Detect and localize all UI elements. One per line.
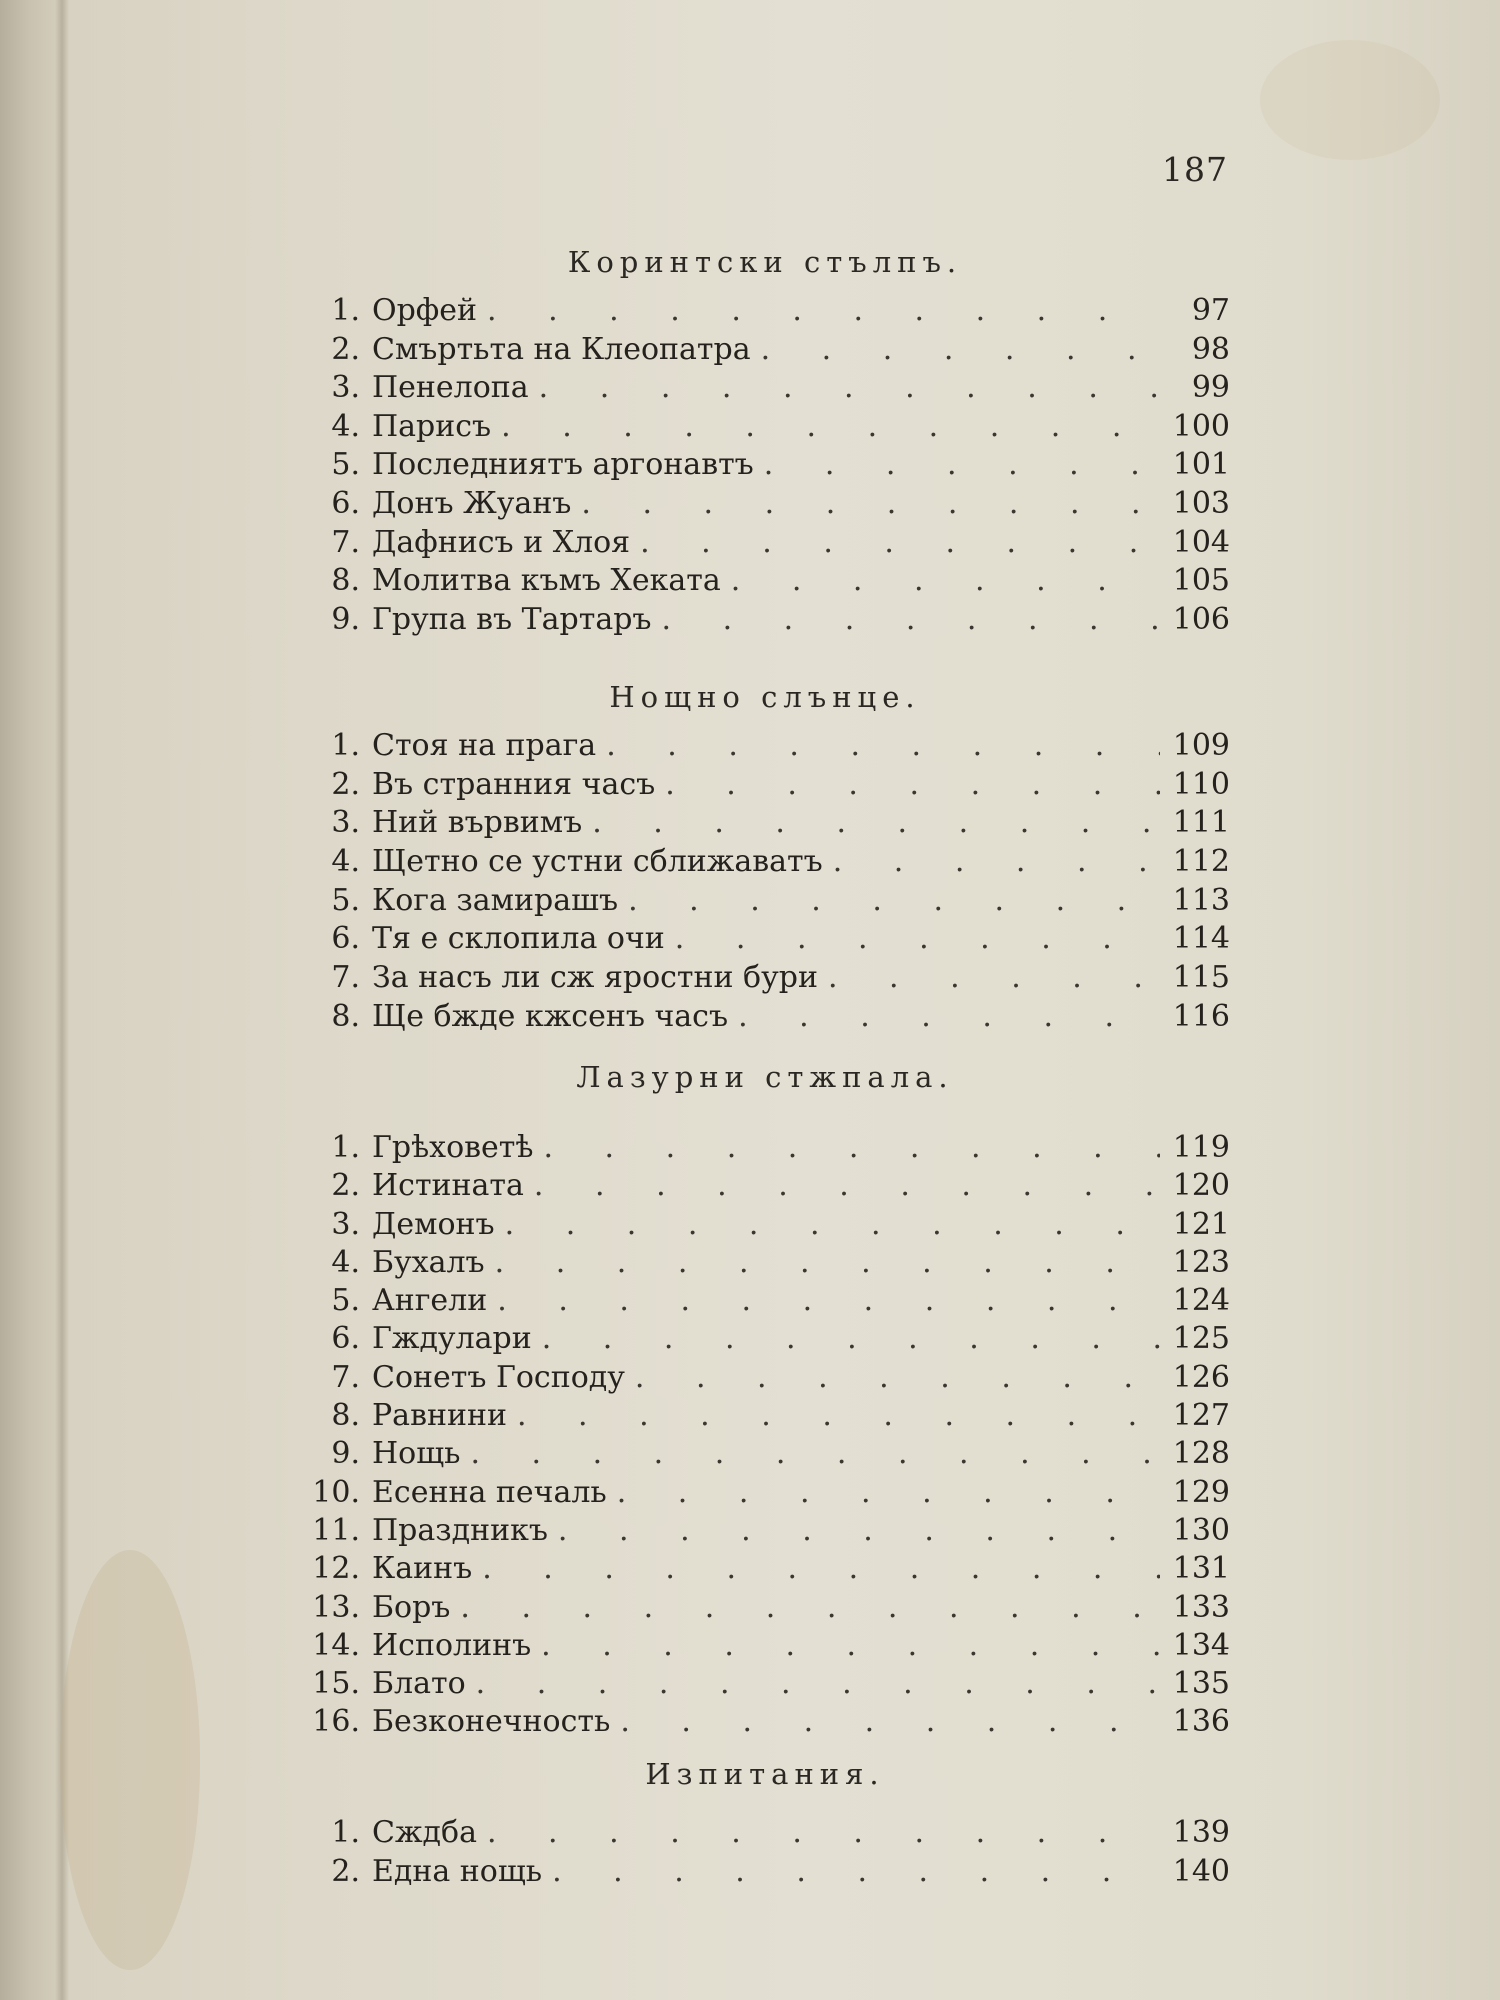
toc-entry-page: 111 bbox=[1172, 805, 1230, 841]
toc-entry-number: 7. bbox=[331, 1359, 360, 1395]
toc-entry-page: 97 bbox=[1191, 293, 1230, 328]
section-title: Лазурни стжпала. bbox=[576, 1060, 954, 1094]
toc-entries bbox=[300, 292, 1230, 639]
dot-leader bbox=[592, 804, 1160, 842]
toc-entry-title: Ангели bbox=[372, 1283, 488, 1319]
toc-entry-title: Тя е склопила очи bbox=[372, 921, 665, 957]
toc-entry bbox=[300, 920, 1230, 959]
toc-entry-title: Стоя на прага bbox=[372, 728, 597, 763]
toc-entry bbox=[300, 524, 1230, 563]
toc-entry-page: 134 bbox=[1172, 1627, 1230, 1663]
toc-entry-page: 139 bbox=[1172, 1815, 1230, 1850]
toc-entry-title: Сонетъ Господу bbox=[372, 1359, 625, 1395]
toc-entry bbox=[300, 843, 1230, 882]
toc-entry-title: Истината bbox=[372, 1168, 524, 1204]
toc-entry-page: 105 bbox=[1172, 563, 1230, 599]
toc-entry bbox=[300, 1474, 1230, 1512]
toc-entry bbox=[300, 1703, 1230, 1741]
toc-entry-page: 136 bbox=[1172, 1704, 1230, 1740]
toc-section bbox=[300, 667, 1230, 1037]
toc-entry bbox=[300, 601, 1230, 640]
toc-entry-page: 129 bbox=[1172, 1474, 1230, 1510]
toc-entry-number: 10. bbox=[312, 1474, 360, 1510]
toc-entry-page: 110 bbox=[1172, 766, 1230, 802]
dot-leader bbox=[640, 524, 1160, 562]
dot-leader bbox=[542, 1320, 1160, 1358]
dot-leader bbox=[606, 727, 1160, 765]
toc-entry bbox=[300, 485, 1230, 524]
dot-leader bbox=[501, 408, 1160, 446]
toc-section bbox=[300, 1744, 1230, 1891]
toc-entry-number: 3. bbox=[331, 1206, 360, 1242]
toc-entry-page: 121 bbox=[1172, 1206, 1230, 1242]
toc-entry-number: 1. bbox=[331, 1130, 360, 1165]
toc-entry-page: 104 bbox=[1172, 524, 1230, 560]
dot-leader bbox=[731, 562, 1160, 600]
toc-entry-title: Една нощь bbox=[372, 1853, 543, 1889]
toc-entry-title: Въ странния часъ bbox=[372, 766, 656, 802]
toc-entry-page: 127 bbox=[1172, 1398, 1230, 1434]
toc-entry-title: Сждба bbox=[372, 1815, 477, 1850]
toc-entry-title: Нощь bbox=[372, 1436, 461, 1472]
toc-entry bbox=[300, 766, 1230, 805]
toc-entry-number: 1. bbox=[331, 728, 360, 763]
toc-entry-number: 13. bbox=[312, 1589, 360, 1625]
toc-entry-page: 123 bbox=[1172, 1244, 1230, 1280]
page-number: 187 bbox=[1162, 150, 1228, 189]
dot-leader bbox=[628, 882, 1160, 920]
dot-leader bbox=[738, 998, 1160, 1036]
toc-entry-page: 135 bbox=[1172, 1666, 1230, 1702]
toc-entry-number: 6. bbox=[331, 1321, 360, 1357]
toc-entry-title: Праздникъ bbox=[372, 1512, 548, 1548]
toc-entry-title: Щетно се устни сближаватъ bbox=[372, 844, 823, 880]
toc-entry-number: 4. bbox=[331, 1244, 360, 1280]
toc-entry-title: Смъртьта на Клеопатра bbox=[372, 331, 751, 367]
dot-leader bbox=[764, 446, 1160, 484]
toc-entry-number: 8. bbox=[331, 563, 360, 599]
toc-entry bbox=[300, 959, 1230, 998]
toc-entry-number: 1. bbox=[331, 293, 360, 328]
toc-entry-number: 15. bbox=[312, 1666, 360, 1702]
toc-entry-number: 9. bbox=[331, 1436, 360, 1472]
toc-entry-page: 125 bbox=[1172, 1321, 1230, 1357]
toc-entry-number: 4. bbox=[331, 408, 360, 444]
toc-entry-title: Ний вървимъ bbox=[372, 805, 583, 841]
toc-entry-page: 106 bbox=[1172, 601, 1230, 637]
toc-entry-page: 126 bbox=[1172, 1359, 1230, 1395]
toc-entry bbox=[300, 408, 1230, 447]
toc-entry-title: Дафнисъ и Хлоя bbox=[372, 524, 631, 560]
toc-entry-number: 14. bbox=[312, 1627, 360, 1663]
toc-entry-title: Есенна печаль bbox=[372, 1474, 607, 1510]
toc-entry bbox=[300, 882, 1230, 921]
toc-section bbox=[300, 232, 1230, 639]
toc-entry bbox=[300, 1359, 1230, 1397]
dot-leader bbox=[558, 1512, 1160, 1550]
toc-entry-page: 119 bbox=[1172, 1130, 1230, 1165]
toc-entry bbox=[300, 1589, 1230, 1627]
toc-entry-number: 5. bbox=[331, 882, 360, 918]
dot-leader bbox=[534, 1167, 1160, 1205]
toc-entry bbox=[300, 998, 1230, 1037]
toc-entry-page: 99 bbox=[1191, 370, 1230, 406]
toc-entry-number: 7. bbox=[331, 960, 360, 996]
toc-entry-page: 124 bbox=[1172, 1283, 1230, 1319]
toc-entry bbox=[300, 1206, 1230, 1244]
toc-entry-title: Молитва къмъ Хеката bbox=[372, 563, 721, 599]
toc-entry bbox=[300, 1167, 1230, 1205]
toc-section bbox=[300, 1047, 1230, 1742]
toc-entry-page: 112 bbox=[1172, 844, 1230, 880]
dot-leader bbox=[476, 1665, 1160, 1703]
section-title: Изпитания. bbox=[645, 1757, 885, 1791]
toc-entry-number: 5. bbox=[331, 447, 360, 483]
dot-leader bbox=[665, 766, 1160, 804]
toc-entry-page: 109 bbox=[1172, 728, 1230, 763]
toc-entry-page: 100 bbox=[1172, 408, 1230, 444]
dot-leader bbox=[543, 1129, 1160, 1167]
toc-entry-number: 4. bbox=[331, 844, 360, 880]
toc-entry-number: 3. bbox=[331, 805, 360, 841]
toc-entry-number: 2. bbox=[331, 331, 360, 367]
toc-entries bbox=[300, 1129, 1230, 1742]
dot-leader bbox=[620, 1703, 1160, 1741]
toc-entry bbox=[300, 1244, 1230, 1282]
toc-entry bbox=[300, 562, 1230, 601]
toc-entry-number: 6. bbox=[331, 485, 360, 521]
paper-stain bbox=[1260, 40, 1440, 160]
toc-entry bbox=[300, 1814, 1230, 1853]
toc-entry-title: Последниятъ аргонавтъ bbox=[372, 447, 754, 483]
toc-entry-title: Група въ Тартаръ bbox=[372, 601, 652, 637]
dot-leader bbox=[635, 1359, 1160, 1397]
toc-entry-number: 7. bbox=[331, 524, 360, 560]
toc-entry-number: 5. bbox=[331, 1283, 360, 1319]
toc-entry-title: Парисъ bbox=[372, 408, 492, 444]
dot-leader bbox=[828, 959, 1160, 997]
dot-leader bbox=[517, 1397, 1160, 1435]
toc-entry-number: 16. bbox=[312, 1704, 360, 1740]
toc-entry bbox=[300, 292, 1230, 331]
toc-entry-title: Блато bbox=[372, 1666, 466, 1702]
toc-entry bbox=[300, 446, 1230, 485]
toc-entry-number: 6. bbox=[331, 921, 360, 957]
toc-entry-title: Кога замирашъ bbox=[372, 882, 619, 918]
toc-entry-title: За насъ ли сж яростни бури bbox=[372, 960, 818, 996]
dot-leader bbox=[470, 1435, 1160, 1473]
dot-leader bbox=[539, 369, 1160, 407]
toc-entries bbox=[300, 727, 1230, 1037]
dot-leader bbox=[487, 292, 1160, 330]
toc-entry-title: Ще бжде кжсенъ часъ bbox=[372, 998, 729, 1034]
toc-entry-title: Бухалъ bbox=[372, 1244, 485, 1280]
toc-entry-number: 2. bbox=[331, 1853, 360, 1889]
toc-entry-title: Боръ bbox=[372, 1589, 451, 1625]
toc-entry-number: 8. bbox=[331, 998, 360, 1034]
dot-leader bbox=[833, 843, 1160, 881]
dot-leader bbox=[487, 1814, 1160, 1852]
dot-leader bbox=[617, 1474, 1160, 1512]
toc-entry bbox=[300, 804, 1230, 843]
toc-entry bbox=[300, 1435, 1230, 1473]
dot-leader bbox=[495, 1244, 1160, 1282]
toc-entry-page: 101 bbox=[1172, 447, 1230, 483]
dot-leader bbox=[505, 1206, 1160, 1244]
toc-entry-title: Равнини bbox=[372, 1398, 507, 1434]
toc-entry-page: 131 bbox=[1172, 1551, 1230, 1587]
toc-entry-page: 140 bbox=[1172, 1853, 1230, 1889]
toc-entry-page: 114 bbox=[1172, 921, 1230, 957]
toc-entry bbox=[300, 1627, 1230, 1665]
toc-entry-title: Каинъ bbox=[372, 1551, 473, 1587]
dot-leader bbox=[552, 1853, 1160, 1891]
toc-entry bbox=[300, 1665, 1230, 1703]
toc-entry-title: Исполинъ bbox=[372, 1627, 532, 1663]
paper-stain bbox=[60, 1550, 200, 1970]
toc-entry bbox=[300, 1282, 1230, 1320]
toc-entry-number: 2. bbox=[331, 766, 360, 802]
toc-entry-title: Грѣховетѣ bbox=[372, 1130, 534, 1165]
toc-entry bbox=[300, 727, 1230, 766]
toc-entry-page: 115 bbox=[1172, 960, 1230, 996]
dot-leader bbox=[541, 1627, 1160, 1665]
section-title: Коринтски стълпъ. bbox=[567, 245, 963, 279]
toc-entry-title: Безконечность bbox=[372, 1704, 611, 1740]
toc-entry bbox=[300, 1512, 1230, 1550]
toc-entry-number: 1. bbox=[331, 1815, 360, 1850]
toc-entry-number: 3. bbox=[331, 370, 360, 406]
dot-leader bbox=[761, 331, 1160, 369]
toc-entry-page: 98 bbox=[1191, 331, 1230, 367]
dot-leader bbox=[482, 1550, 1160, 1588]
toc-entry-page: 103 bbox=[1172, 485, 1230, 521]
toc-entry bbox=[300, 1550, 1230, 1588]
toc-entry-page: 128 bbox=[1172, 1436, 1230, 1472]
toc-entry-title: Донъ Жуанъ bbox=[372, 485, 572, 521]
toc-entry-number: 8. bbox=[331, 1398, 360, 1434]
toc-entry-number: 2. bbox=[331, 1168, 360, 1204]
toc-entry bbox=[300, 369, 1230, 408]
toc-entry-page: 133 bbox=[1172, 1589, 1230, 1625]
toc-entry-page: 116 bbox=[1172, 998, 1230, 1034]
toc-entry bbox=[300, 1320, 1230, 1358]
dot-leader bbox=[497, 1282, 1160, 1320]
toc-entry-title: Орфей bbox=[372, 293, 478, 328]
toc-entries bbox=[300, 1814, 1230, 1891]
dot-leader bbox=[460, 1589, 1160, 1627]
dot-leader bbox=[675, 920, 1160, 958]
toc-entry-title: Гждулари bbox=[372, 1321, 532, 1357]
dot-leader bbox=[581, 485, 1160, 523]
toc-entry bbox=[300, 1397, 1230, 1435]
toc-entry bbox=[300, 1853, 1230, 1892]
dot-leader bbox=[662, 601, 1160, 639]
toc-entry-page: 113 bbox=[1172, 882, 1230, 918]
toc-entry bbox=[300, 1129, 1230, 1167]
toc-entry-page: 130 bbox=[1172, 1512, 1230, 1548]
section-title: Нощно слънце. bbox=[609, 680, 921, 714]
toc-entry-number: 11. bbox=[312, 1512, 360, 1548]
toc-entry-number: 12. bbox=[312, 1551, 360, 1587]
toc-entry-title: Пенелопа bbox=[372, 370, 529, 406]
toc-entry-page: 120 bbox=[1172, 1168, 1230, 1204]
toc-entry bbox=[300, 331, 1230, 370]
toc-entry-number: 9. bbox=[331, 601, 360, 637]
toc-entry-title: Демонъ bbox=[372, 1206, 495, 1242]
